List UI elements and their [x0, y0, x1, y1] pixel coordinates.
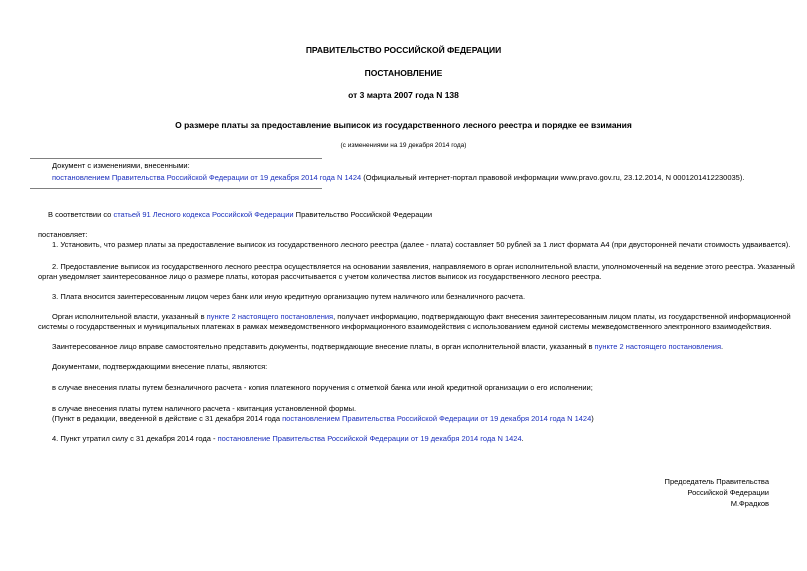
- paragraph-6: Документами, подтверждающими внесение платы, являются:: [52, 362, 268, 371]
- paragraph-1: 1. Установить, что размер платы за предоставление выписок из государственного лесного реестра (далее - плата) составляет 50 рублей за 1 лист формата А4 (при двусторонней печати стоимость удваивается).: [52, 240, 791, 249]
- bottom-divider: [30, 188, 322, 189]
- signature-title: Председатель Правительства: [664, 477, 769, 486]
- paragraph-8: в случае внесения платы путем наличного расчета - квитанция установленной формы.: [52, 404, 357, 413]
- paragraph-2-line-2: орган уведомляет заинтересованное лицо о размере платы, которая рассчитывается с учетом количества листов выписок из государственного лесного реестра.: [38, 272, 602, 281]
- document-title: О размере платы за предоставление выписок из государственного лесного реестра и порядке ее взимания: [175, 120, 632, 130]
- forest-code-link[interactable]: статьей 91 Лесного кодекса Российской Федерации: [113, 210, 294, 219]
- signature-country: Российской Федерации: [687, 488, 769, 497]
- document-type: ПОСТАНОВЛЕНИЕ: [364, 68, 443, 78]
- signature-name: М.Фрадков: [730, 499, 769, 508]
- clause-2-link[interactable]: пункте 2 настоящего постановления: [206, 312, 334, 321]
- publication-source: (Официальный интернет-портал правовой информации www.pravo.gov.ru, 23.12.2014, N 0001201412230035).: [361, 173, 745, 182]
- paragraph-3: 3. Плата вносится заинтересованным лицом через банк или иную кредитную организацию путем наличного или безналичного расчета.: [52, 292, 526, 301]
- changes-line: [52, 173, 744, 183]
- paragraph-4-line-1: Орган исполнительной власти, указанный в пункте 2 настоящего постановления, получает информацию, подтверждающую факт внесения заинтересованным лицом платы, из государственной информационной: [52, 312, 791, 321]
- document-date-number: от 3 марта 2007 года N 138: [348, 90, 459, 100]
- paragraph-9: 4. Пункт утратил силу с 31 декабря 2014 года - постановление Правительства Российской Федерации от 19 декабря 2014 года N 1424.: [52, 434, 524, 443]
- changes-intro: Документ с изменениями, внесенными:: [52, 161, 190, 170]
- government-heading: ПРАВИТЕЛЬСТВО РОССИЙСКОЙ ФЕДЕРАЦИИ: [305, 45, 502, 55]
- amendment-note: (с изменениями на 19 декабря 2014 года): [340, 142, 467, 149]
- paragraph-5: Заинтересованное лицо вправе самостоятельно представить документы, подтверждающие внесение платы, в орган исполнительной власти, указанный в пункте 2 настоящего постановления.: [52, 342, 724, 351]
- preamble: В соответствии со статьей 91 Лесного кодекса Российской Федерации Правительство Российской Федерации: [48, 210, 433, 219]
- paragraph-7: в случае внесения платы путем безналичного расчета - копия платежного поручения с отметкой банка или иной кредитной организации о его исполнении;: [52, 383, 593, 392]
- clause-2-link-second[interactable]: пункте 2 настоящего постановления: [594, 342, 722, 351]
- paragraph-2-line-1: 2. Предоставление выписок из государственного лесного реестра осуществляется на основании заявления, направляемого в орган исполнительной власти, уполномоченный на ведение этого реестра. Указанный: [52, 262, 795, 271]
- paragraph-8-note: (Пункт в редакции, введенной в действие с 31 декабря 2014 года постановлением Правительства Российской Федерации от 19 декабря 2014 года N 1424): [52, 414, 594, 423]
- amending-act-link-note[interactable]: постановлением Правительства Российской Федерации от 19 декабря 2014 года N 1424: [282, 414, 592, 423]
- paragraph-4-line-2: системы о государственных и муниципальных платежах в рамках межведомственного информационного взаимодействия с использованием единой системы межведомственного электронного взаимодействия.: [38, 322, 772, 331]
- amending-act-link[interactable]: постановлением Правительства Российской Федерации от 19 декабря 2014 года N 1424: [52, 173, 362, 182]
- repealing-act-link[interactable]: постановление Правительства Российской Федерации от 19 декабря 2014 года N 1424: [217, 434, 522, 443]
- decides-label: постановляет:: [38, 230, 88, 239]
- top-divider: [30, 158, 322, 159]
